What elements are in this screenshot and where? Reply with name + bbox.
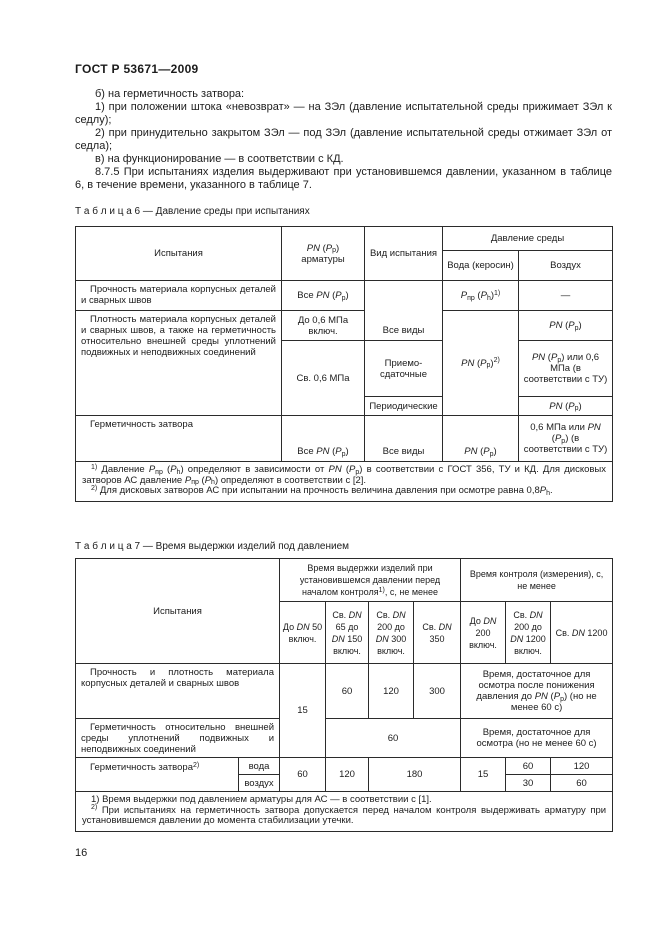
t7-r1-hold2: 60: [326, 664, 369, 719]
doc-number: ГОСТ Р 53671—2009: [75, 62, 199, 76]
t7-header-col-dn200: До DN 200 включ.: [461, 602, 506, 664]
t6-r5-water: PN $(P_р)$: [443, 416, 519, 462]
paragraph-b: б) на герметичность затвора:: [95, 88, 245, 100]
t6-header-medium-group: Давление среды: [443, 227, 613, 251]
t6-r1-water: $P_{пр}$ $(P_h)^{1)}$: [443, 281, 519, 311]
t7-r2-hold: 60: [326, 719, 461, 758]
t7-header-col-dn50: До DN 50 включ.: [280, 602, 326, 664]
body-text: [75, 88, 612, 192]
t7-r2-name: Герметичность относительно внешней среды уплотнений подвижных и неподвижных соединений: [76, 719, 280, 758]
page-number: 16: [75, 847, 88, 859]
t7-footnote-2: $^{2)}$ При испытаниях на герметичность затвора допускается перед началом контроля выдерживать арматуру при установившемся давлении до момента стабилизации утечки.: [82, 804, 607, 826]
t6-r4-kind: Периодические: [365, 397, 443, 416]
t6-r1-pn: Все PN $(P_р)$: [282, 281, 365, 311]
t6-header-air: Воздух: [519, 251, 613, 281]
t7-r3-name: Герметичность затвора$^{2)}$: [76, 758, 239, 792]
t7-r3-hold1: 60: [280, 758, 326, 792]
t6-header-water: Вода (керосин): [443, 251, 519, 281]
t6-r3-kind: Приемо-сдаточные: [365, 341, 443, 397]
t6-r5-air: 0,6 МПа или PN $(P_р)$ (в соответствии с ТУ): [519, 416, 613, 462]
paragraph-v: в) на функционирование — в соответствии с КД.: [95, 153, 344, 165]
t6-header-tests: Испытания: [76, 227, 282, 281]
t7-footnotes: [76, 792, 613, 832]
t7-r3-water-c3: 120: [551, 758, 613, 775]
t7-r3-hold3: 180: [369, 758, 461, 792]
t6-r1-name: Прочность материала корпусных деталей и сварных швов: [76, 281, 282, 311]
t6-r2-air: PN $(P_р)$: [519, 311, 613, 341]
t6-r2-name: Плотность материала корпусных деталей и сварных швов, а также на герметичность относительно внешней среды уплотнений подвижных и неподвижных соединений: [76, 311, 282, 416]
paragraph-875: 8.7.5 При испытаниях изделия выдерживают при установившемся давлении, указанном в таблице 6, в течение времени, указанного в таблице 7.: [75, 166, 612, 191]
t6-header-kind: Вид испытания: [365, 227, 443, 281]
t7-header-control-group: Время контроля (измерения), с, не менее: [461, 559, 613, 602]
table6-caption: Т а б л и ц а 6 — Давление среды при испытаниях: [75, 206, 310, 217]
table6: [75, 226, 613, 502]
t7-r3-hold2: 120: [326, 758, 369, 792]
t6-r3-pn: Св. 0,6 МПа: [282, 341, 365, 416]
t7-r1-hold3: 120: [369, 664, 414, 719]
t6-r1-air: —: [519, 281, 613, 311]
t7-r4-air-c2: 30: [506, 775, 551, 792]
t7-header-col-dn350: Св. DN 350: [414, 602, 461, 664]
t6-r3-air: PN $(P_р)$ или 0,6 МПа (в соответствии с ТУ): [519, 341, 613, 397]
t6-r2-pn: До 0,6 МПа включ.: [282, 311, 365, 341]
paragraph-b1: 1) при положении штока «невозврат» — на ЗЭл (давление испытательной среды прижимает ЗЭл к седлу);: [75, 101, 612, 126]
t7-footnote-1: 1) Время выдержки под давлением арматуры для АС — в соответствии с [1].: [91, 794, 432, 805]
t7-header-hold-group: Время выдержки изделий при установившемся давлении перед началом контроля$^{1)}$, с, не менее: [280, 559, 461, 602]
table7: [75, 558, 613, 832]
t7-r3-ctrl1: 15: [461, 758, 506, 792]
t7-r4-air-c3: 60: [551, 775, 613, 792]
t6-footnotes: [76, 462, 613, 502]
t6-r5-kind: Все виды: [365, 416, 443, 462]
t6-r5-pn: Все PN $(P_р)$: [282, 416, 365, 462]
t6-header-pn: PN $(P_р)$ арматуры: [282, 227, 365, 281]
t7-r1-name: Прочность и плотность материала корпусных деталей и сварных швов: [76, 664, 280, 719]
t6-r2-water: PN $(P_р)^{2)}$: [443, 311, 519, 416]
t7-header-tests: Испытания: [76, 559, 280, 664]
t7-header-col-dn200-300: Св. DN 200 до DN 300 включ.: [369, 602, 414, 664]
t7-r3-medium-water: вода: [239, 758, 280, 775]
t6-footnote-2: $^{2)}$ Для дисковых затворов АС при испытании на прочность величина давления при осмотре равна $0,8P_h$.: [91, 484, 553, 497]
t7-r1-note: Время, достаточное для осмотра после понижения давления до PN $(P_р)$ (но не менее 60 с): [461, 664, 613, 719]
t6-r1-kind: Все виды: [365, 281, 443, 341]
t7-r1-hold1: 15: [280, 664, 326, 758]
t7-r2-note: Время, достаточное для осмотра (но не менее 60 с): [461, 719, 613, 758]
t7-r3-water-c2: 60: [506, 758, 551, 775]
table7-caption: Т а б л и ц а 7 — Время выдержки изделий под давлением: [75, 541, 350, 552]
t7-header-col-dn200-1200: Св. DN 200 до DN 1200 включ.: [506, 602, 551, 664]
t7-header-col-dn65-150: Св. DN 65 до DN 150 включ.: [326, 602, 369, 664]
t7-r1-hold4: 300: [414, 664, 461, 719]
t6-r5-name: Герметичность затвора: [76, 416, 282, 462]
t7-header-col-dn1200: Св. DN 1200: [551, 602, 613, 664]
t7-r4-medium-air: воздух: [239, 775, 280, 792]
t6-footnote-1: $^{1)}$ Давление $P_{пр}$ $(P_h)$ определяют в зависимости от PN $(P_р)$ в соответствии с ГОСТ 356, ТУ и КД. Для дисковых затворов АС давление $P_{пр}$ $(P_h)$ определяют в соответствии с [2].: [82, 463, 607, 487]
t6-r4-air: PN $(P_р)$: [519, 397, 613, 416]
paragraph-b2: 2) при принудительно закрытом ЗЭл — под ЗЭл (давление испытательной среды отжимает ЗЭл от седла);: [75, 127, 612, 152]
